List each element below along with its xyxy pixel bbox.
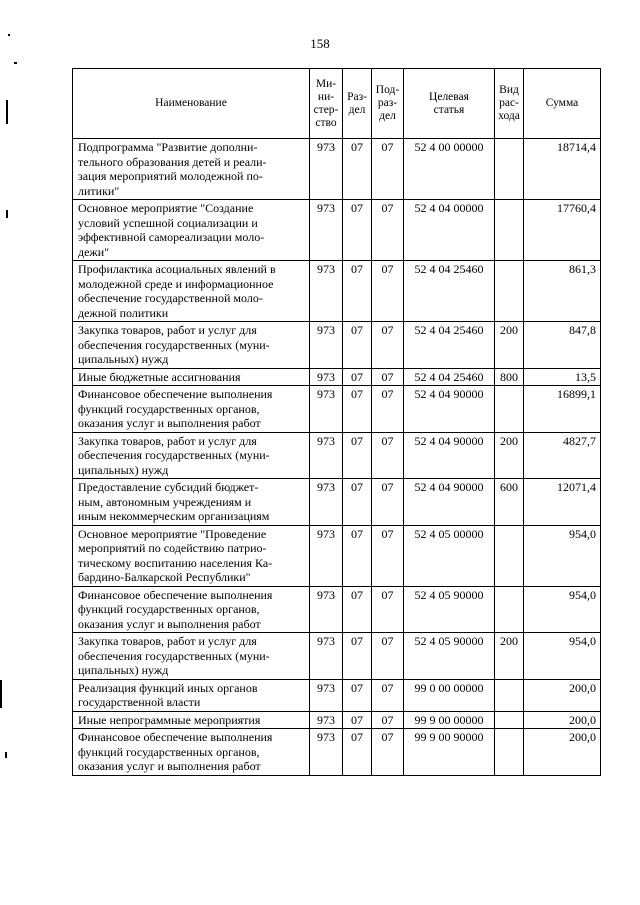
row-ministry: 973 <box>310 322 343 369</box>
row-vid <box>495 525 524 586</box>
row-vid <box>495 711 524 729</box>
row-name: Профилактика асоциальных явлений в молодежной среде и информационное обеспечение государственной моло- дежной политики <box>73 261 310 322</box>
scan-margin-mark <box>14 62 17 64</box>
row-name: Иные непрограммные мероприятия <box>73 711 310 729</box>
row-ministry: 973 <box>310 200 343 261</box>
row-article: 52 4 04 25460 <box>404 322 495 369</box>
scan-margin-mark <box>8 34 10 36</box>
row-razdel: 07 <box>343 525 372 586</box>
row-ministry: 973 <box>310 261 343 322</box>
row-article: 52 4 04 90000 <box>404 432 495 479</box>
row-name: Иные бюджетные ассигнования <box>73 368 310 386</box>
row-sum: 954,0 <box>524 525 601 586</box>
row-sum: 4827,7 <box>524 432 601 479</box>
row-sum: 17760,4 <box>524 200 601 261</box>
row-vid <box>495 386 524 433</box>
table-row <box>73 729 601 776</box>
row-vid: 200 <box>495 322 524 369</box>
row-name: Предоставление субсидий бюджет- ным, автономным учреждениям и иным некоммерческим организациям <box>73 479 310 526</box>
row-name: Финансовое обеспечение выполнения функций государственных органов, оказания услуг и выполнения работ <box>73 586 310 633</box>
row-podrazdel: 07 <box>372 679 404 711</box>
row-article: 99 9 00 00000 <box>404 711 495 729</box>
row-article: 52 4 04 90000 <box>404 386 495 433</box>
row-podrazdel: 07 <box>372 322 404 369</box>
row-podrazdel: 07 <box>372 200 404 261</box>
row-podrazdel: 07 <box>372 586 404 633</box>
header-article-label: Целевая статья <box>429 90 469 116</box>
row-ministry: 973 <box>310 633 343 680</box>
row-sum: 861,3 <box>524 261 601 322</box>
row-article: 52 4 04 00000 <box>404 200 495 261</box>
row-vid: 600 <box>495 479 524 526</box>
header-vid-label: Вид рас- хода <box>498 84 520 122</box>
table-row <box>73 525 601 586</box>
table-row <box>73 322 601 369</box>
row-vid <box>495 261 524 322</box>
row-razdel: 07 <box>343 432 372 479</box>
table-body <box>73 139 601 776</box>
row-razdel: 07 <box>343 633 372 680</box>
table-row <box>73 386 601 433</box>
row-ministry: 973 <box>310 525 343 586</box>
row-sum: 12071,4 <box>524 479 601 526</box>
row-razdel: 07 <box>343 200 372 261</box>
row-podrazdel: 07 <box>372 261 404 322</box>
scan-margin-mark <box>6 100 8 124</box>
row-article: 52 4 05 90000 <box>404 586 495 633</box>
table-row <box>73 586 601 633</box>
table-row <box>73 679 601 711</box>
row-sum: 200,0 <box>524 679 601 711</box>
row-razdel: 07 <box>343 711 372 729</box>
table-row <box>73 479 601 526</box>
row-sum: 13,5 <box>524 368 601 386</box>
row-vid: 800 <box>495 368 524 386</box>
header-name <box>73 69 310 139</box>
header-vid <box>495 69 524 139</box>
row-razdel: 07 <box>343 586 372 633</box>
row-name: Закупка товаров, работ и услуг для обеспечения государственных (муни- ципальных) нужд <box>73 432 310 479</box>
row-vid <box>495 729 524 776</box>
header-sum-label: Сумма <box>545 97 579 109</box>
header-ministry-label: Ми- ни- стер- ство <box>313 77 339 129</box>
row-sum: 847,8 <box>524 322 601 369</box>
row-sum: 954,0 <box>524 586 601 633</box>
row-vid <box>495 200 524 261</box>
row-podrazdel: 07 <box>372 139 404 200</box>
scan-margin-mark <box>5 752 7 758</box>
row-ministry: 973 <box>310 368 343 386</box>
header-podrazdel-label: Под- раз- дел <box>375 84 400 122</box>
row-vid <box>495 679 524 711</box>
row-article: 52 4 04 90000 <box>404 479 495 526</box>
row-podrazdel: 07 <box>372 368 404 386</box>
row-sum: 18714,4 <box>524 139 601 200</box>
row-name: Финансовое обеспечение выполнения функций государственных органов, оказания услуг и выполнения работ <box>73 386 310 433</box>
row-name: Подпрограмма "Развитие дополни- тельного образования детей и реали- зация мероприятий молодежной по- литики" <box>73 139 310 200</box>
row-name: Реализация функций иных органов государственной власти <box>73 679 310 711</box>
row-podrazdel: 07 <box>372 386 404 433</box>
row-razdel: 07 <box>343 679 372 711</box>
table-header-row <box>73 69 601 139</box>
table-row <box>73 368 601 386</box>
header-name-label: Наименование <box>155 97 227 109</box>
row-vid: 200 <box>495 432 524 479</box>
budget-table <box>72 68 601 776</box>
row-razdel: 07 <box>343 368 372 386</box>
row-article: 99 9 00 90000 <box>404 729 495 776</box>
row-ministry: 973 <box>310 711 343 729</box>
table-row <box>73 261 601 322</box>
row-podrazdel: 07 <box>372 432 404 479</box>
row-vid: 200 <box>495 633 524 680</box>
row-podrazdel: 07 <box>372 633 404 680</box>
row-podrazdel: 07 <box>372 711 404 729</box>
table-row <box>73 432 601 479</box>
row-article: 99 0 00 00000 <box>404 679 495 711</box>
row-ministry: 973 <box>310 729 343 776</box>
header-ministry <box>310 69 343 139</box>
header-razdel-label: Раз- дел <box>347 90 367 116</box>
header-article <box>404 69 495 139</box>
row-article: 52 4 05 00000 <box>404 525 495 586</box>
header-sum <box>524 69 601 139</box>
header-podrazdel <box>372 69 404 139</box>
row-ministry: 973 <box>310 586 343 633</box>
row-name: Закупка товаров, работ и услуг для обеспечения государственных (муни- ципальных) нужд <box>73 322 310 369</box>
row-sum: 200,0 <box>524 729 601 776</box>
row-name: Финансовое обеспечение выполнения функций государственных органов, оказания услуг и выполнения работ <box>73 729 310 776</box>
row-razdel: 07 <box>343 479 372 526</box>
row-razdel: 07 <box>343 322 372 369</box>
row-article: 52 4 00 00000 <box>404 139 495 200</box>
row-razdel: 07 <box>343 729 372 776</box>
header-razdel <box>343 69 372 139</box>
table-row <box>73 200 601 261</box>
row-article: 52 4 04 25460 <box>404 368 495 386</box>
row-razdel: 07 <box>343 261 372 322</box>
table-row <box>73 633 601 680</box>
row-vid <box>495 586 524 633</box>
row-name: Закупка товаров, работ и услуг для обеспечения государственных (муни- ципальных) нужд <box>73 633 310 680</box>
row-sum: 200,0 <box>524 711 601 729</box>
scan-margin-mark <box>6 210 8 218</box>
page-number: 158 <box>310 36 330 51</box>
scan-margin-mark <box>0 680 2 708</box>
table-row <box>73 139 601 200</box>
row-ministry: 973 <box>310 139 343 200</box>
row-ministry: 973 <box>310 479 343 526</box>
row-podrazdel: 07 <box>372 525 404 586</box>
row-sum: 954,0 <box>524 633 601 680</box>
row-ministry: 973 <box>310 679 343 711</box>
row-name: Основное мероприятие "Проведение мероприятий по содействию патрио- тическому воспитанию населения Ка- бардино-Балкарской Республики" <box>73 525 310 586</box>
row-ministry: 973 <box>310 386 343 433</box>
row-podrazdel: 07 <box>372 479 404 526</box>
table-row <box>73 711 601 729</box>
row-vid <box>495 139 524 200</box>
row-razdel: 07 <box>343 139 372 200</box>
row-razdel: 07 <box>343 386 372 433</box>
row-sum: 16899,1 <box>524 386 601 433</box>
row-podrazdel: 07 <box>372 729 404 776</box>
row-article: 52 4 04 25460 <box>404 261 495 322</box>
row-name: Основное мероприятие "Создание условий успешной социализации и эффективной самореализации моло- дежи" <box>73 200 310 261</box>
row-article: 52 4 05 90000 <box>404 633 495 680</box>
row-ministry: 973 <box>310 432 343 479</box>
